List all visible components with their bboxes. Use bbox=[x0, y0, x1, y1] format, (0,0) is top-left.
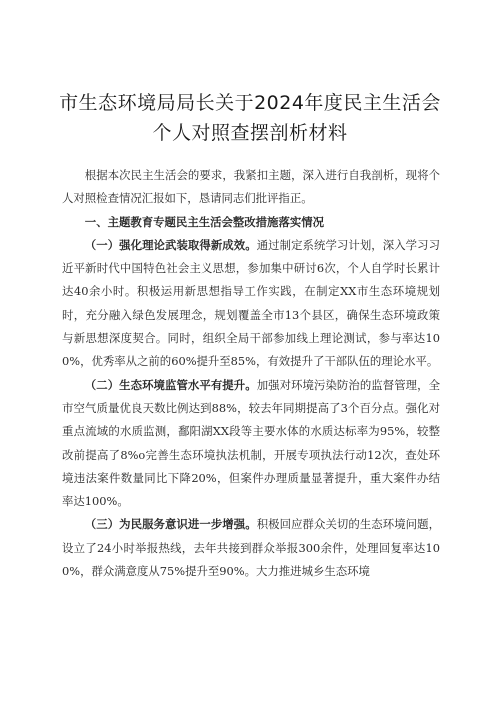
title-line-1: 市生态环境局局长关于2024年度民主生活会 bbox=[59, 92, 441, 114]
item-lead-3: （三）为民服务意识进一步增强。 bbox=[84, 517, 257, 532]
item-text-3: 积极回应群众关切的生态环境问题，设立了24小时举报热线，去年共接到群众举报300余件，处理回复率达100%，群众满意度从75%提升至90%。大力推进城乡生态环境 bbox=[62, 517, 440, 579]
item-paragraph-1 bbox=[62, 234, 440, 374]
item-lead-1: （一）强化理论武装取得新成效。 bbox=[84, 237, 257, 252]
item-lead-2: （二）生态环境监管水平有提升。 bbox=[84, 377, 257, 392]
item-text-1: 通过制定系统学习计划，深入学习习近平新时代中国特色社会主义思想，参加集中研讨6次，个人自学时长累计达40余小时。积极运用新思想指导工作实践，在制定XX市生态环境规划时，充分融入绿色发展理念，规划覆盖全市13个县区，确保生态环境政策与新思想深度契合。同时，组织全局干部参加线上理论测试，参与率达100%，优秀率从之前的60%提升至85%，有效提升了干部队伍的理论水平。 bbox=[62, 237, 440, 369]
title-line-2: 个人对照查摆剖析材料 bbox=[152, 122, 348, 144]
section-heading: 一、主题教育专题民主生活会整改措施落实情况 bbox=[84, 214, 325, 229]
intro-paragraph: 根据本次民主生活会的要求，我紧扣主题，深入进行自我剖析，现将个人对照检查情况汇报如下，恳请同志们批评指正。 bbox=[62, 168, 440, 206]
document-title bbox=[40, 88, 460, 148]
item-paragraph-2 bbox=[62, 374, 440, 514]
document-body bbox=[62, 164, 440, 583]
item-paragraph-3 bbox=[62, 513, 440, 583]
item-text-2: 加强对环境污染防治的监督管理，全市空气质量优良天数比例达到88%，较去年同期提高了3个百分点。强化对重点流域的水质监测，鄱阳湖XX段等主要水体的水质达标率为95%，较整改前提高了8%o完善生态环境执法机制，开展专项执法行动12次，查处环境违法案件数量同比下降20%，但案件办理质量显著提升，重大案件办结率达100%。 bbox=[62, 377, 440, 509]
